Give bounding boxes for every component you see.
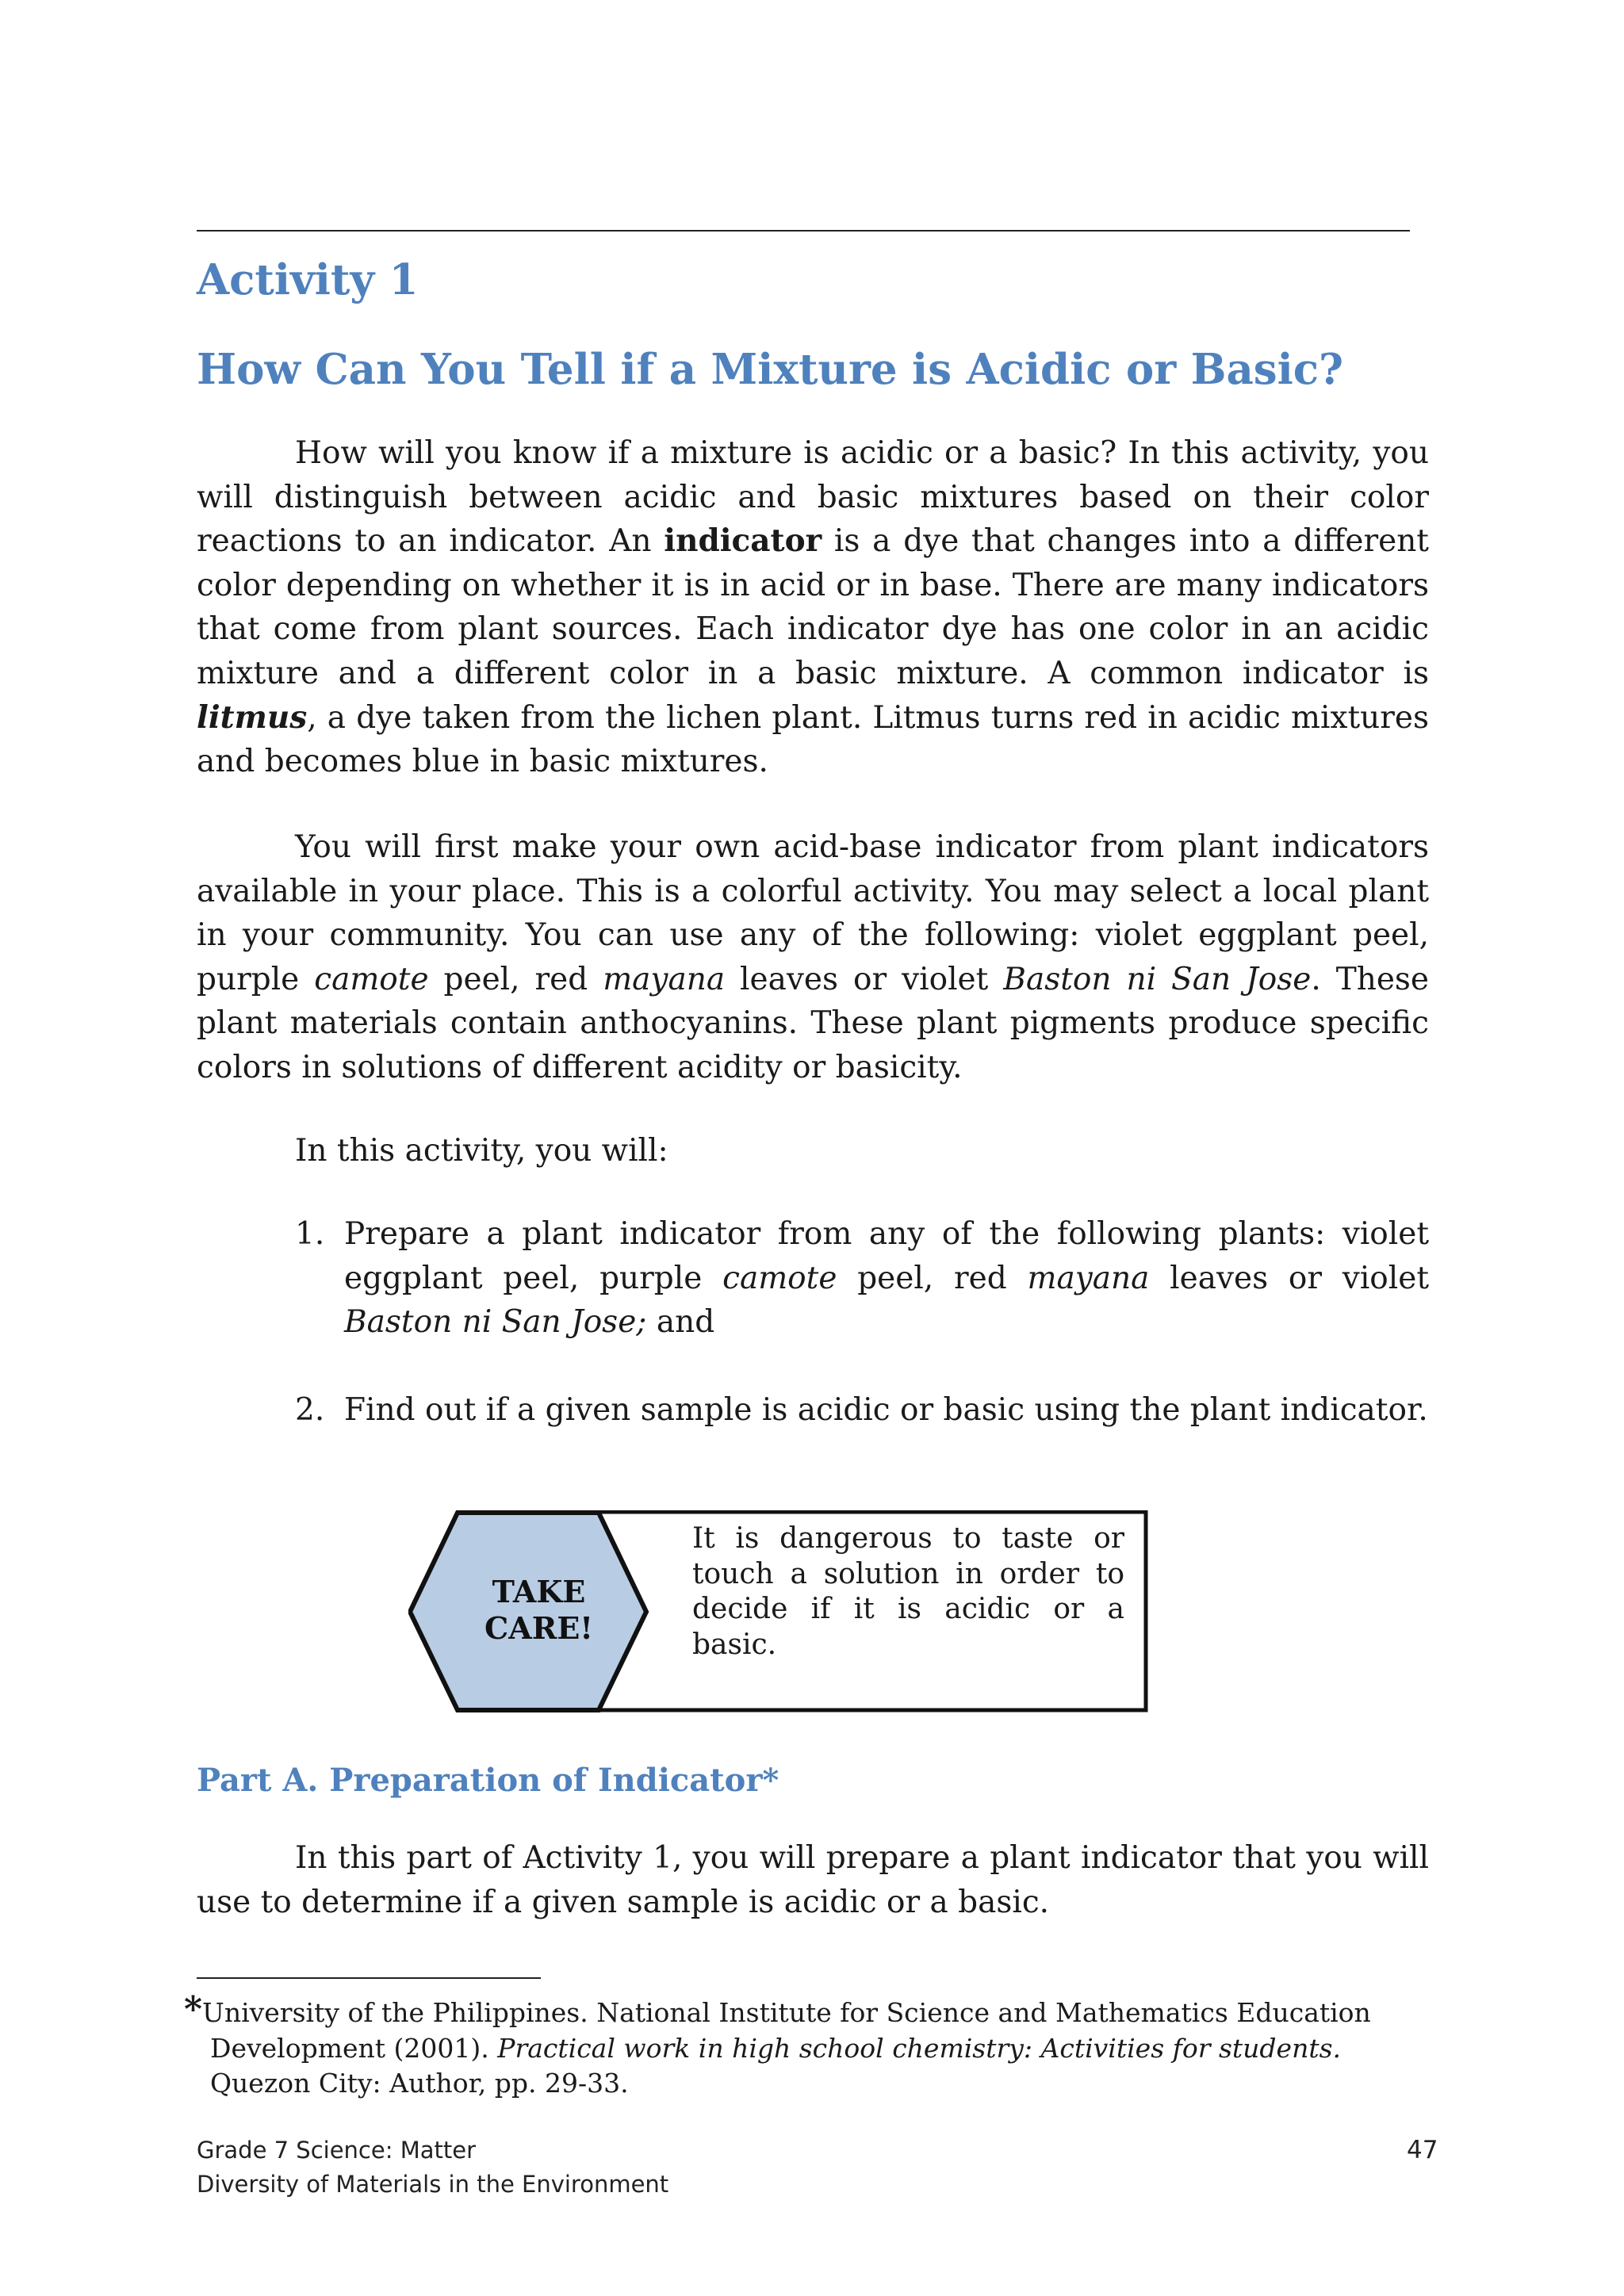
term-litmus: litmus [197,698,308,736]
intro-paragraph-3: In this activity, you will: [295,1133,668,1169]
footer-line-1: Grade 7 Science: Matter [197,2137,477,2164]
activity-heading: Activity 1 [197,255,419,304]
part-a-paragraph: In this part of Activity 1, you will prepare a plant indicator that you will use to determine if a given sample is acidic or a basic. [197,1840,1429,1920]
page-number: 47 [1407,2136,1438,2164]
intro-paragraph-2: You will first make your own acid-base indicator from plant indicators available in your place. This is a colorful activity. You may select a local plant in your community. You can use any of the following: violet eggplant peel, purple camote peel, red mayana leaves or violet Baston ni San Jose. These plant materials contain anthocyanins. These plant pigments produce specific colors in solutions of different acidity or basicity. [197,829,1429,1085]
activity-title: How Can You Tell if a Mixture is Acidic or Basic? [197,345,1344,394]
footnote: *University of the Philippines. National Institute for Science and Mathematics Education Development (2001). Practical work in high school chemistry: Activities for students. Quezon City: Author, pp. 29-33. [184,1989,1371,2099]
objective-item-1 [295,1212,1429,1345]
footer-line-2: Diversity of Materials in the Environment [197,2171,669,2198]
footer-course-info [197,2133,668,2202]
objective-item-2 [295,1388,1429,1433]
objective-text: Prepare a plant indicator from any of the following plants: violet eggplant peel, purple camote peel, red mayana leaves or violet Baston ni San Jose; and [344,1216,1430,1341]
footnote-marker: * [184,1989,203,2030]
term-indicator: indicator [664,522,822,560]
part-a-heading: Part A. Preparation of Indicator* [197,1762,779,1799]
intro-paragraph-1: How will you know if a mixture is acidic or a basic? In this activity, you will distinguish between acidic and basic mixtures based on their color reactions to an indicator. An indicator is a dye that changes into a different color depending on whether it is in acid or in base. There are many indicators that come from plant sources. Each indicator dye has one color in an acidic mixture and a different color in a basic mixture. A common indicator is litmus, a dye taken from the lichen plant. Litmus turns red in acidic mixtures and becomes blue in basic mixtures. [197,435,1429,780]
header-rule [197,230,1410,232]
callout-label: TAKE CARE! [485,1574,593,1646]
callout-text: It is dangerous to taste or touch a solution in order to decide if it is acidic or a basic. [692,1522,1124,1661]
objective-number: 1. [295,1216,325,1252]
footnote-rule [197,1977,541,1979]
objective-number: 2. [295,1392,325,1428]
objective-text: Find out if a given sample is acidic or basic using the plant indicator. [344,1392,1428,1428]
take-care-callout [408,1510,1150,1712]
